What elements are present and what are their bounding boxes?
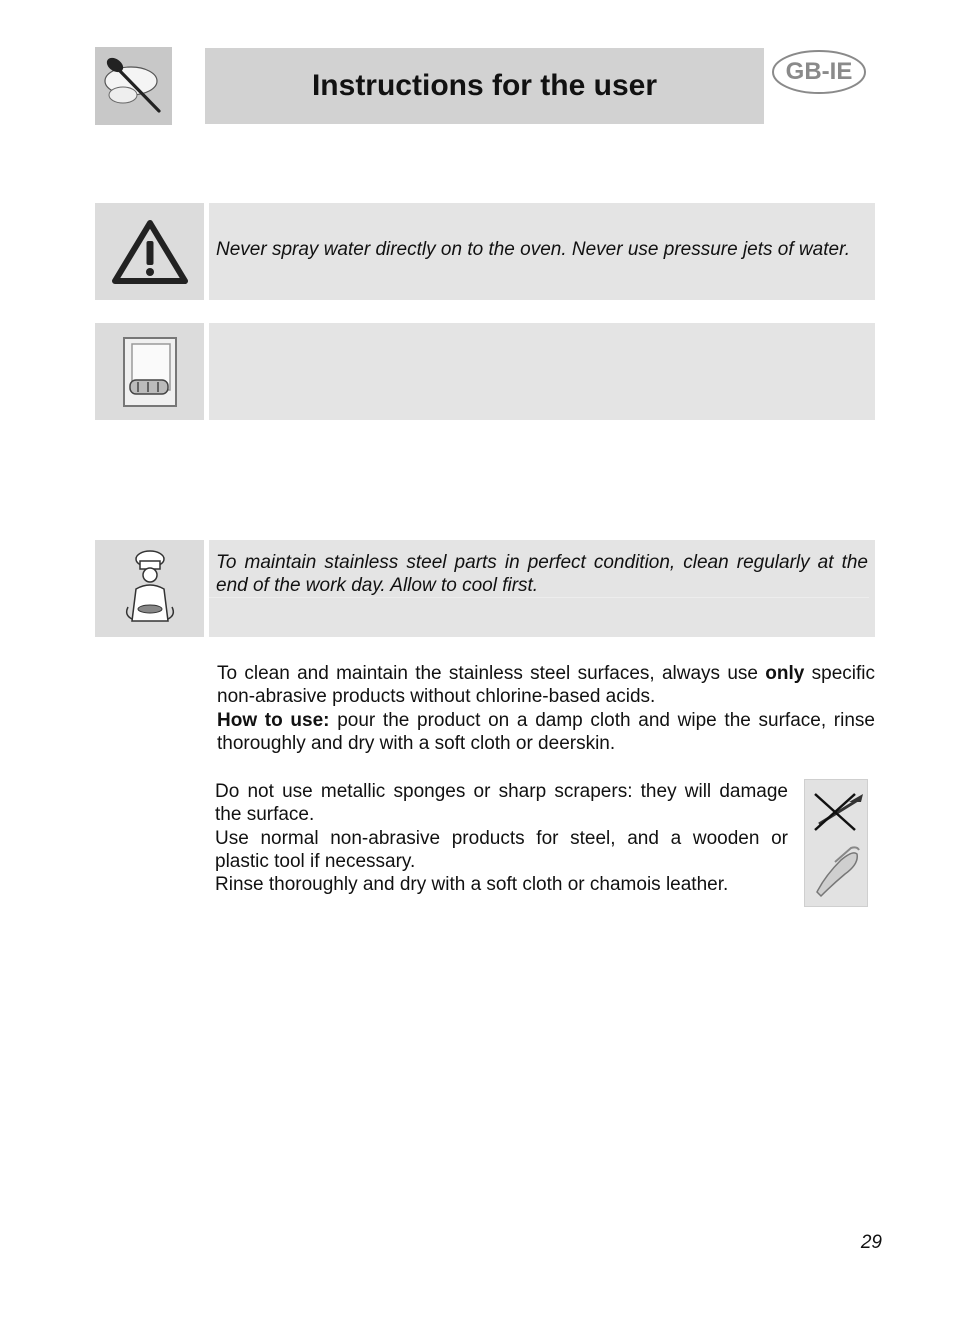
tools-icon-box [804, 779, 868, 907]
chef-panel-divider [209, 597, 869, 598]
tools-line-2: Use normal non-abrasive products for steel, and a wooden or plastic tool if necessary. [215, 827, 788, 872]
chef-note-text: To maintain stainless steel parts in perfect condition, clean regularly at the end of the work day. Allow to cool first. [216, 552, 868, 596]
warning-text: Never spray water directly on to the oven. Never use pressure jets of water. [216, 239, 850, 260]
oven-icon-box [95, 323, 204, 420]
chef-spoon-icon [99, 51, 169, 121]
page-title: Instructions for the user [205, 48, 764, 124]
chef-figure-icon [120, 549, 180, 629]
page-number: 29 [860, 1232, 882, 1253]
steel-care-how-to: How to use: pour the product on a damp cloth and wipe the surface, rinse thoroughly and dry with a soft cloth or deerskin. [217, 709, 875, 754]
oven-panel [209, 323, 875, 420]
warning-icon-box [95, 203, 204, 300]
region-badge-label: GB-IE [785, 58, 853, 85]
tools-line-3: Rinse thoroughly and dry with a soft cloth or chamois leather. [215, 874, 729, 896]
chef-icon-box [95, 540, 204, 637]
warning-triangle-icon [110, 217, 190, 287]
oven-door-icon [120, 334, 180, 410]
header-logo [95, 47, 172, 125]
tools-section [215, 780, 788, 896]
region-badge [771, 49, 867, 95]
tools-line-1: Do not use metallic sponges or sharp scrapers: they will damage the surface. [215, 781, 788, 826]
steel-care-section [217, 662, 875, 755]
steel-care-intro: To clean and maintain the stainless steel surfaces, always use only specific non-abrasive products without chlorine-based acids. [217, 663, 875, 708]
no-scraper-icon [805, 780, 867, 906]
